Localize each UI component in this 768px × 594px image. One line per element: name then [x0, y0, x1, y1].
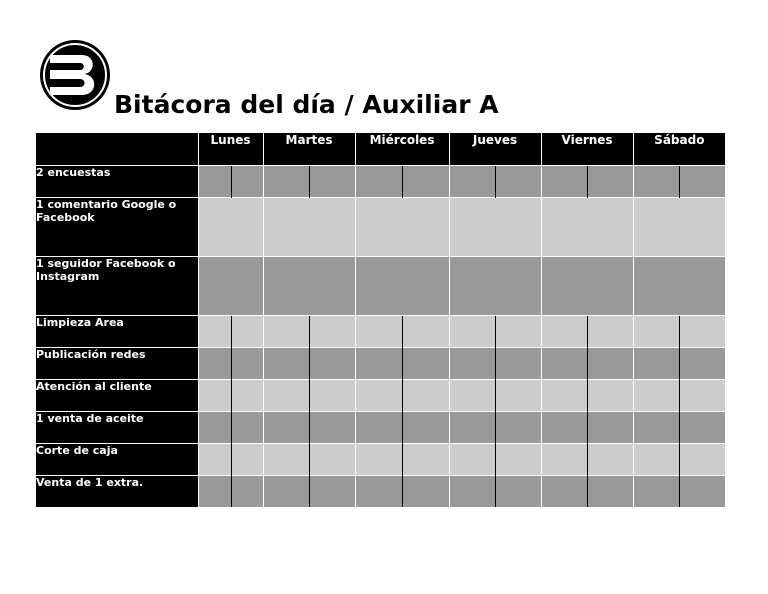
- cell-martes-2[interactable]: [309, 379, 355, 411]
- task-label: Corte de caja: [36, 443, 198, 475]
- cell-jueves[interactable]: [449, 197, 541, 256]
- cell-sábado-2[interactable]: [679, 411, 725, 443]
- task-log-table: [36, 133, 725, 507]
- day-header-miércoles: Miércoles: [355, 133, 449, 165]
- cell-jueves-1[interactable]: [449, 165, 495, 197]
- cell-lunes-2[interactable]: [231, 347, 263, 379]
- cell-sábado-2[interactable]: [679, 443, 725, 475]
- cell-miércoles-2[interactable]: [402, 443, 449, 475]
- day-header-lunes: Lunes: [198, 133, 263, 165]
- cell-martes-1[interactable]: [263, 165, 309, 197]
- task-label: 1 venta de aceite: [36, 411, 198, 443]
- cell-miércoles-1[interactable]: [355, 347, 402, 379]
- task-label: Venta de 1 extra.: [36, 475, 198, 507]
- company-logo: [38, 38, 112, 112]
- cell-lunes-1[interactable]: [198, 411, 231, 443]
- cell-sábado-1[interactable]: [633, 475, 679, 507]
- cell-miércoles-1[interactable]: [355, 443, 402, 475]
- cell-miércoles[interactable]: [355, 256, 449, 315]
- cell-jueves-2[interactable]: [495, 165, 541, 197]
- cell-sábado-1[interactable]: [633, 347, 679, 379]
- cell-sábado-1[interactable]: [633, 443, 679, 475]
- cell-miércoles-1[interactable]: [355, 379, 402, 411]
- cell-jueves-2[interactable]: [495, 315, 541, 347]
- cell-viernes-1[interactable]: [541, 411, 587, 443]
- cell-martes-2[interactable]: [309, 165, 355, 197]
- day-header-jueves: Jueves: [449, 133, 541, 165]
- cell-viernes-2[interactable]: [587, 475, 633, 507]
- task-label: 1 seguidor Facebook o Instagram: [36, 256, 198, 315]
- task-row: [36, 197, 725, 256]
- cell-viernes-1[interactable]: [541, 475, 587, 507]
- cell-lunes-1[interactable]: [198, 475, 231, 507]
- cell-viernes-1[interactable]: [541, 443, 587, 475]
- cell-viernes-1[interactable]: [541, 315, 587, 347]
- cell-miércoles-2[interactable]: [402, 165, 449, 197]
- cell-miércoles-2[interactable]: [402, 347, 449, 379]
- cell-miércoles-2[interactable]: [402, 475, 449, 507]
- cell-martes-2[interactable]: [309, 411, 355, 443]
- cell-jueves-2[interactable]: [495, 475, 541, 507]
- cell-miércoles-2[interactable]: [402, 411, 449, 443]
- cell-sábado-2[interactable]: [679, 347, 725, 379]
- cell-jueves-1[interactable]: [449, 475, 495, 507]
- cell-lunes-1[interactable]: [198, 379, 231, 411]
- cell-viernes-2[interactable]: [587, 315, 633, 347]
- cell-miércoles-1[interactable]: [355, 315, 402, 347]
- cell-martes-1[interactable]: [263, 443, 309, 475]
- cell-martes-2[interactable]: [309, 347, 355, 379]
- cell-lunes-1[interactable]: [198, 165, 231, 197]
- cell-jueves-1[interactable]: [449, 411, 495, 443]
- cell-sábado-2[interactable]: [679, 475, 725, 507]
- task-label: Publicación redes: [36, 347, 198, 379]
- task-row: [36, 379, 725, 411]
- task-row: [36, 411, 725, 443]
- cell-viernes[interactable]: [541, 197, 633, 256]
- day-header-row: [36, 133, 725, 165]
- task-label: Limpieza Area: [36, 315, 198, 347]
- cell-martes-2[interactable]: [309, 443, 355, 475]
- cell-miércoles-2[interactable]: [402, 379, 449, 411]
- task-row: [36, 256, 725, 315]
- cell-jueves-1[interactable]: [449, 347, 495, 379]
- cell-sábado[interactable]: [633, 256, 725, 315]
- cell-jueves-2[interactable]: [495, 347, 541, 379]
- cell-lunes-2[interactable]: [231, 379, 263, 411]
- task-row: [36, 347, 725, 379]
- cell-lunes-1[interactable]: [198, 347, 231, 379]
- cell-lunes-2[interactable]: [231, 411, 263, 443]
- cell-lunes[interactable]: [198, 256, 263, 315]
- cell-jueves-1[interactable]: [449, 443, 495, 475]
- cell-martes-1[interactable]: [263, 379, 309, 411]
- cell-viernes-2[interactable]: [587, 165, 633, 197]
- cell-lunes[interactable]: [198, 197, 263, 256]
- cell-miércoles[interactable]: [355, 197, 449, 256]
- cell-sábado-1[interactable]: [633, 411, 679, 443]
- cell-miércoles-2[interactable]: [402, 315, 449, 347]
- cell-viernes-1[interactable]: [541, 379, 587, 411]
- cell-lunes-1[interactable]: [198, 315, 231, 347]
- cell-lunes-2[interactable]: [231, 443, 263, 475]
- cell-viernes-1[interactable]: [541, 165, 587, 197]
- cell-miércoles-1[interactable]: [355, 411, 402, 443]
- header-corner-cell: [36, 133, 198, 165]
- task-row: [36, 475, 725, 507]
- cell-sábado-1[interactable]: [633, 165, 679, 197]
- cell-viernes-2[interactable]: [587, 443, 633, 475]
- cell-viernes-2[interactable]: [587, 379, 633, 411]
- cell-sábado-2[interactable]: [679, 165, 725, 197]
- cell-lunes-2[interactable]: [231, 315, 263, 347]
- cell-jueves-2[interactable]: [495, 411, 541, 443]
- cell-lunes-2[interactable]: [231, 165, 263, 197]
- cell-viernes-2[interactable]: [587, 347, 633, 379]
- cell-sábado[interactable]: [633, 197, 725, 256]
- task-label: 1 comentario Google o Facebook: [36, 197, 198, 256]
- cell-martes-2[interactable]: [309, 315, 355, 347]
- task-row: [36, 165, 725, 197]
- cell-lunes-1[interactable]: [198, 443, 231, 475]
- cell-miércoles-1[interactable]: [355, 165, 402, 197]
- cell-sábado-1[interactable]: [633, 379, 679, 411]
- task-row: [36, 315, 725, 347]
- cell-martes[interactable]: [263, 256, 355, 315]
- day-header-viernes: Viernes: [541, 133, 633, 165]
- cell-jueves-2[interactable]: [495, 443, 541, 475]
- cell-martes-1[interactable]: [263, 475, 309, 507]
- cell-jueves-1[interactable]: [449, 315, 495, 347]
- cell-sábado-2[interactable]: [679, 315, 725, 347]
- task-label: Atención al cliente: [36, 379, 198, 411]
- cell-sábado-2[interactable]: [679, 379, 725, 411]
- cell-jueves[interactable]: [449, 256, 541, 315]
- day-header-martes: Martes: [263, 133, 355, 165]
- cell-martes-2[interactable]: [309, 475, 355, 507]
- page-title: Bitácora del día / Auxiliar A: [114, 90, 499, 119]
- cell-jueves-2[interactable]: [495, 379, 541, 411]
- cell-viernes-2[interactable]: [587, 411, 633, 443]
- cell-martes-1[interactable]: [263, 411, 309, 443]
- cell-jueves-1[interactable]: [449, 379, 495, 411]
- cell-martes-1[interactable]: [263, 347, 309, 379]
- cell-miércoles-1[interactable]: [355, 475, 402, 507]
- cell-martes[interactable]: [263, 197, 355, 256]
- day-header-sábado: Sábado: [633, 133, 725, 165]
- cell-lunes-2[interactable]: [231, 475, 263, 507]
- task-row: [36, 443, 725, 475]
- cell-viernes-1[interactable]: [541, 347, 587, 379]
- cell-sábado-1[interactable]: [633, 315, 679, 347]
- cell-viernes[interactable]: [541, 256, 633, 315]
- task-label: 2 encuestas: [36, 165, 198, 197]
- cell-martes-1[interactable]: [263, 315, 309, 347]
